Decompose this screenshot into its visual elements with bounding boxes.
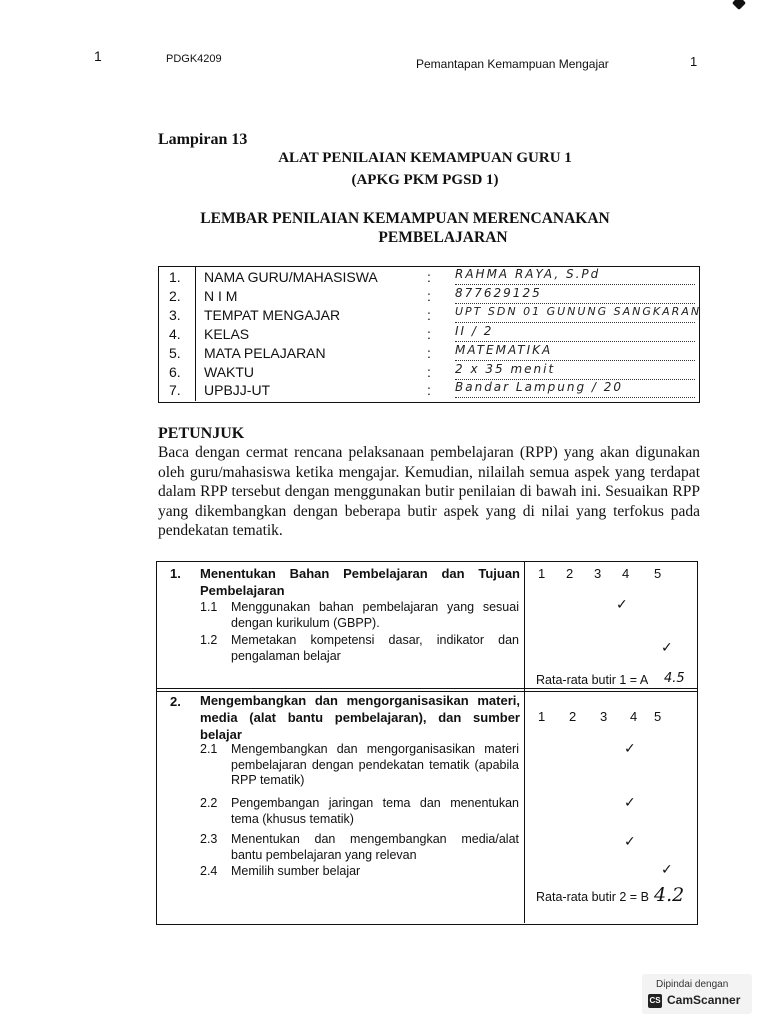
identity-colon: : — [427, 269, 431, 285]
title-line-3: LEMBAR PENILAIAN KEMAMPUAN MERENCANAKAN — [200, 210, 610, 227]
identity-colon: : — [427, 326, 431, 342]
average-label: Rata-rata butir 1 = A — [536, 673, 649, 687]
check-mark-icon: ✓ — [661, 862, 673, 878]
page-number-left: 1 — [94, 48, 102, 64]
identity-number: 5. — [169, 345, 181, 361]
identity-value: MATEMATIKA — [455, 343, 695, 361]
identity-value: 877629125 — [455, 286, 695, 304]
identity-label: N I M — [204, 288, 238, 304]
page-number-right: 1 — [690, 54, 698, 69]
title-line-4: PEMBELAJARAN — [378, 229, 508, 246]
identity-number: 2. — [169, 288, 181, 304]
item-number: 2.2 — [200, 796, 218, 810]
item-text: Menentukan dan mengembangkan media/alat bantu pembelajaran yang relevan — [231, 832, 519, 862]
camscanner-logo-icon: CS — [648, 994, 662, 1008]
table-row-divider — [156, 688, 698, 689]
item-number: 2.4 — [200, 864, 218, 878]
check-mark-icon: ✓ — [616, 597, 628, 613]
identity-colon: : — [427, 364, 431, 380]
identity-colon: : — [427, 345, 431, 361]
item-text: Pengembangan jaringan tema dan menentukan tema (khusus tematik) — [231, 796, 519, 826]
identity-colon: : — [427, 382, 431, 398]
scale-label: 1 — [538, 566, 546, 581]
average-value: 4.5 — [664, 671, 685, 686]
identity-row — [159, 382, 699, 401]
identity-number: 7. — [169, 382, 181, 398]
scale-label: 4 — [622, 566, 630, 581]
item-text: Mengembangkan dan mengorganisasikan materi pembelajaran dengan pendekatan tematik (apabila RPP tematik) — [231, 742, 519, 787]
check-mark-icon: ✓ — [624, 795, 636, 811]
identity-label: UPBJJ-UT — [204, 382, 271, 398]
appendix-label: Lampiran 13 — [158, 131, 248, 148]
identity-value: Bandar Lampung / 20 — [455, 380, 695, 398]
identity-value: II / 2 — [455, 324, 695, 342]
item-number: 1.2 — [200, 633, 218, 647]
instructions-heading: PETUNJUK — [158, 425, 245, 442]
section-title: Mengembangkan dan mengorganisasikan materi, media (alat bantu pembelajaran), dan sumber belajar — [200, 693, 520, 742]
item-text: Menggunakan bahan pembelajaran yang sesuai dengan kurikulum (GBPP). — [231, 600, 519, 630]
identity-value: RAHMA RAYA, S.Pd — [455, 267, 695, 285]
identity-label: WAKTU — [204, 364, 255, 380]
item-number: 2.1 — [200, 742, 218, 756]
identity-colon: : — [427, 288, 431, 304]
scanner-app-name: CamScanner — [667, 993, 741, 1007]
average-label: Rata-rata butir 2 = B — [536, 890, 649, 904]
identity-number: 3. — [169, 307, 181, 323]
check-mark-icon: ✓ — [624, 741, 636, 757]
section-number: 2. — [170, 694, 181, 709]
item-number: 2.3 — [200, 832, 218, 846]
identity-number: 6. — [169, 364, 181, 380]
table-column-divider — [524, 561, 525, 923]
identity-column-divider — [195, 266, 196, 401]
scale-label: 5 — [654, 566, 662, 581]
corner-mark — [732, 0, 746, 10]
section-title: Menentukan Bahan Pembelajaran dan Tujuan Pembelajaran — [200, 566, 520, 598]
scale-label: 2 — [566, 566, 574, 581]
identity-table — [158, 266, 700, 403]
title-line-1: ALAT PENILAIAN KEMAMPUAN GURU 1 — [278, 150, 572, 166]
identity-label: MATA PELAJARAN — [204, 345, 326, 361]
scale-label: 3 — [600, 709, 608, 724]
running-title: Pemantapan Kemampuan Mengajar — [416, 57, 609, 71]
scale-label: 4 — [630, 709, 638, 724]
item-text: Memetakan kompetensi dasar, indikator dan pengalaman belajar — [231, 633, 519, 663]
identity-value: 2 x 35 menit — [455, 362, 695, 380]
identity-label: TEMPAT MENGAJAR — [204, 307, 341, 323]
scale-label: 1 — [538, 709, 546, 724]
scale-label: 3 — [594, 566, 602, 581]
identity-value: UPT SDN 01 GUNUNG SANGKARAN — [455, 305, 695, 323]
identity-number: 1. — [169, 269, 181, 285]
identity-label: KELAS — [204, 326, 250, 342]
identity-number: 4. — [169, 326, 181, 342]
scale-label: 2 — [569, 709, 577, 724]
average-value: 4.2 — [654, 884, 685, 906]
title-line-2: (APKG PKM PGSD 1) — [351, 172, 499, 188]
check-mark-icon: ✓ — [624, 834, 636, 850]
instructions-text: Baca dengan cermat rencana pelaksanaan pembelajaran (RPP) yang akan digunakan oleh guru/mahasiswa ketika mengajar. Kemudian, nilailah semua aspek yang terdapat dalam RPP tersebut dengan menggunakan butir penilaian di bawah ini. Sesuaikan RPP yang dikembangkan dengan beberapa butir aspek yang di nilai yang terfokus pada pendekatan tematik. — [158, 444, 700, 539]
section-number: 1. — [170, 566, 181, 581]
scale-label: 5 — [654, 709, 662, 724]
scanner-caption: Dipindai dengan — [656, 979, 729, 990]
check-mark-icon: ✓ — [661, 640, 673, 656]
identity-label: NAMA GURU/MAHASISWA — [204, 269, 378, 285]
item-number: 1.1 — [200, 600, 218, 614]
identity-colon: : — [427, 307, 431, 323]
document-code: PDGK4209 — [166, 53, 222, 65]
item-text: Memilih sumber belajar — [231, 864, 361, 878]
